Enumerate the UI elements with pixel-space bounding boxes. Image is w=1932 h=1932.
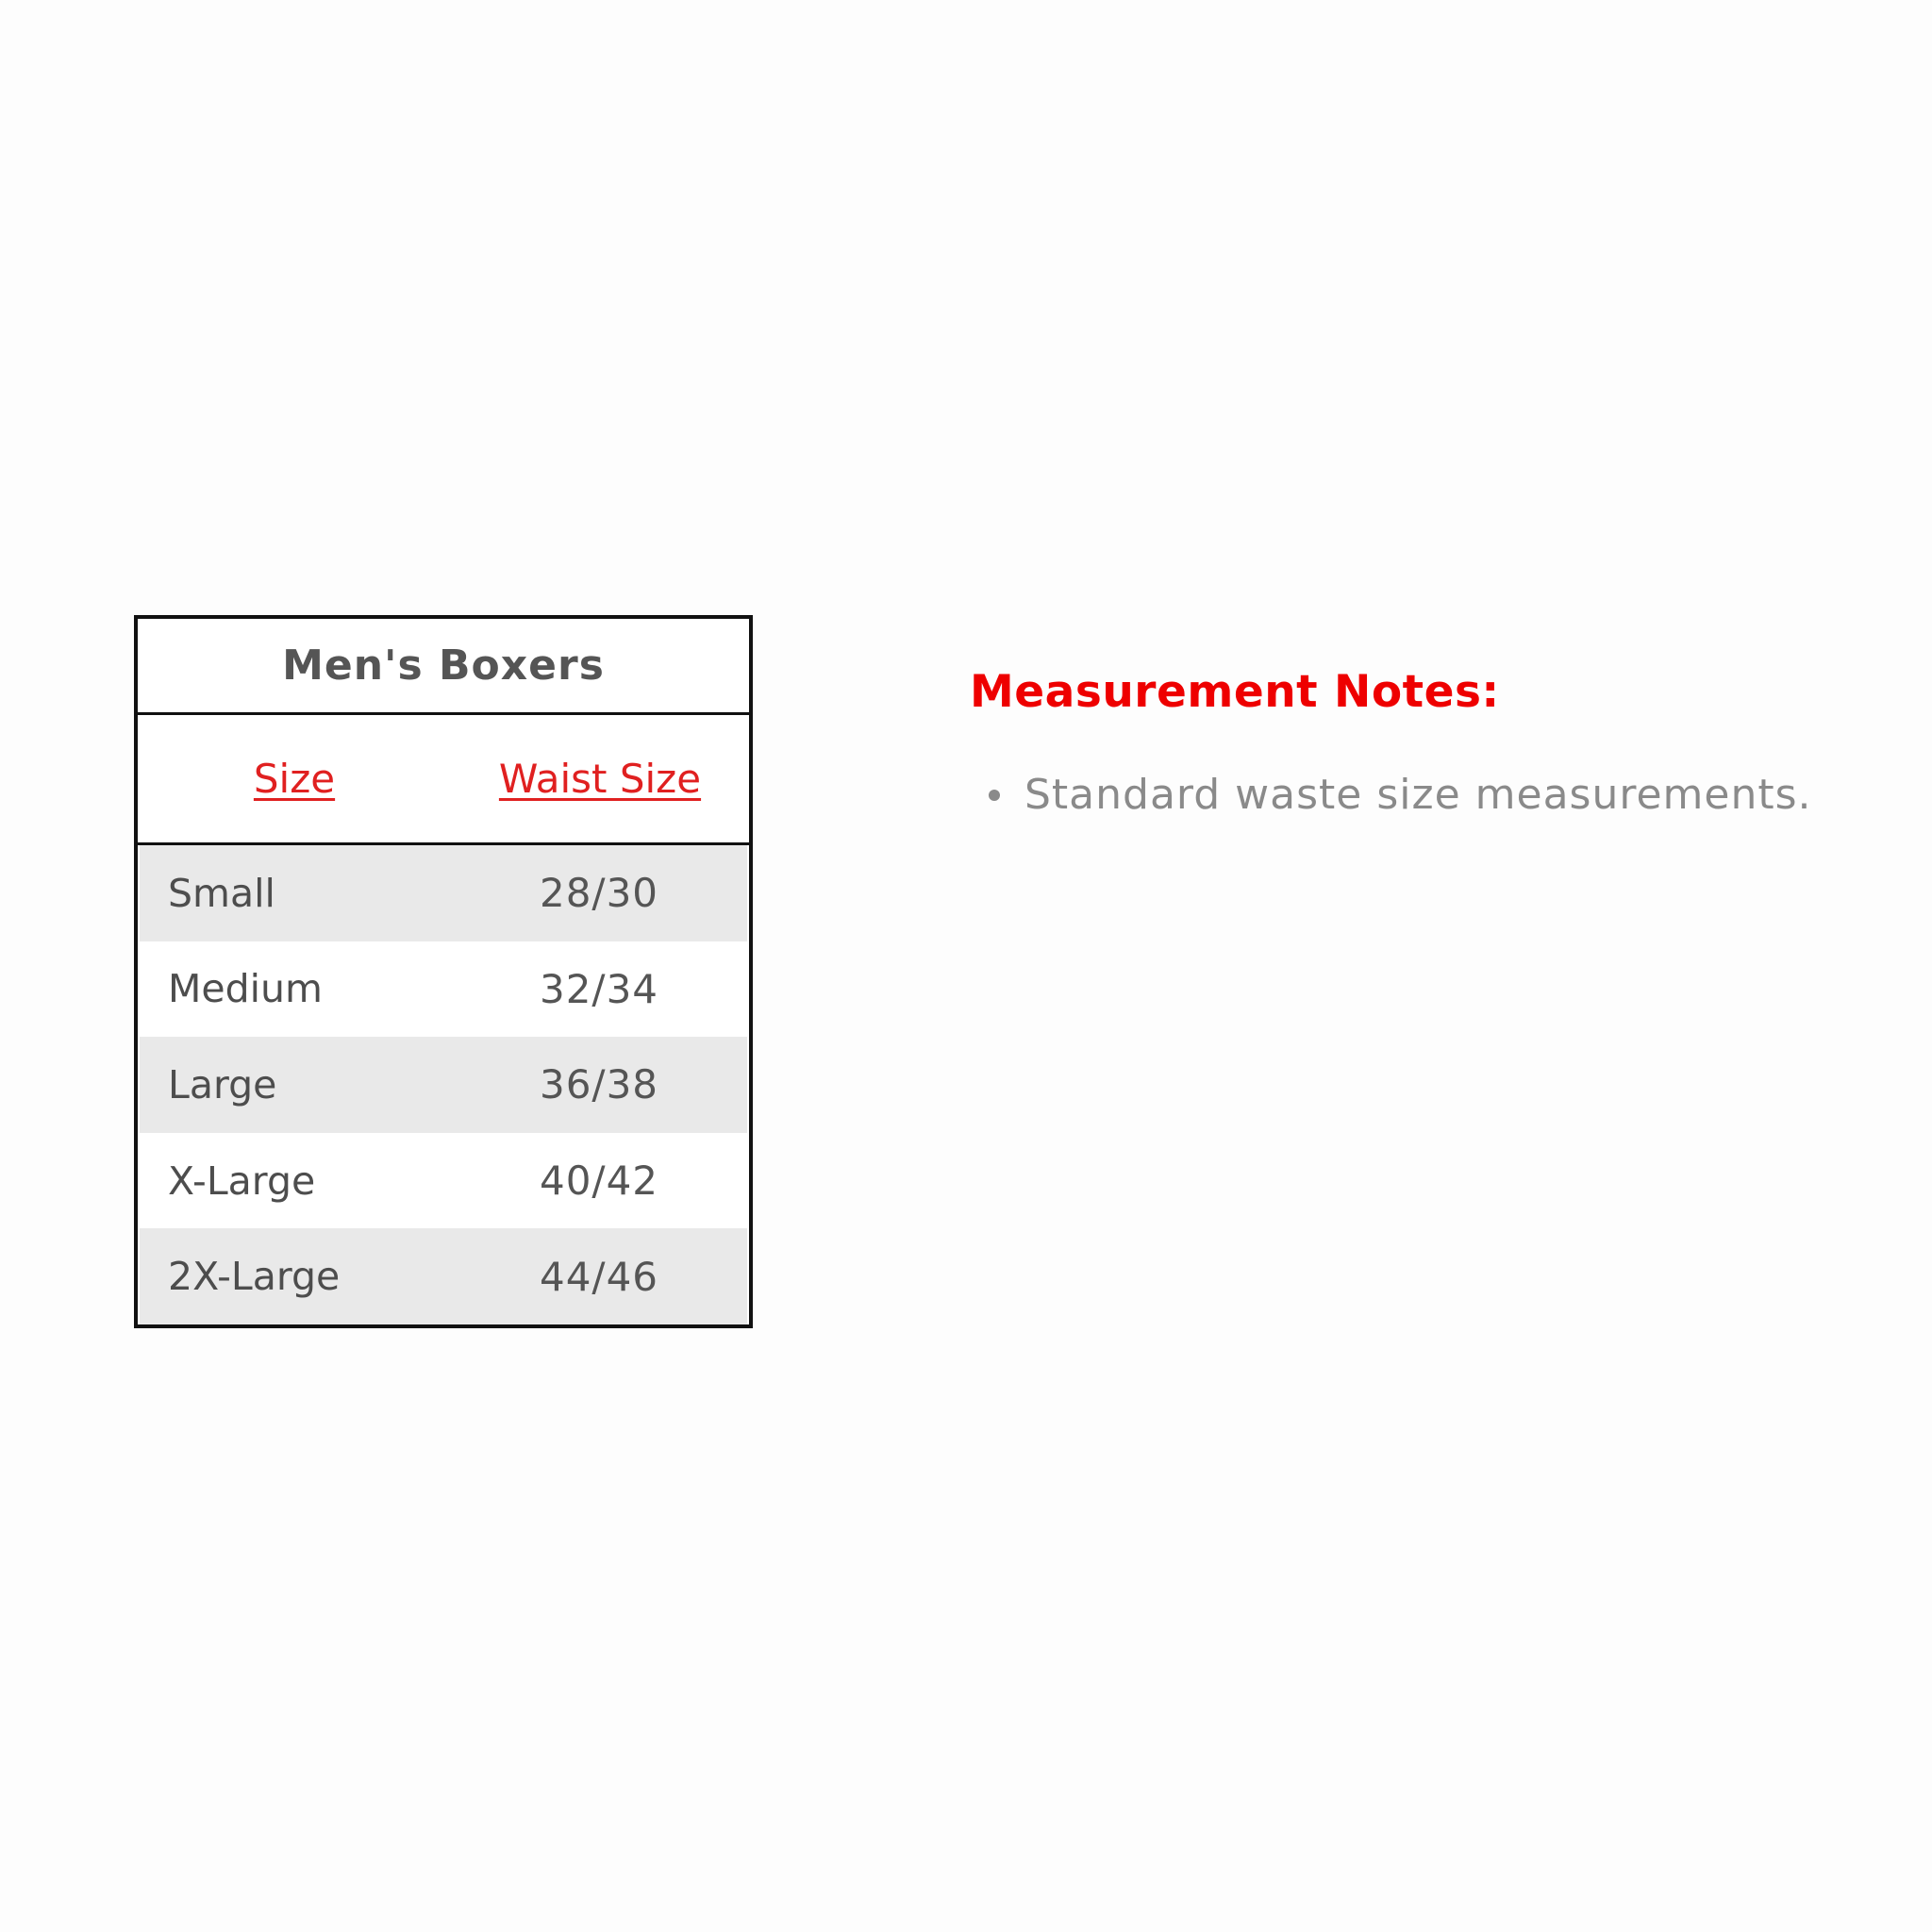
size-chart-table: [134, 615, 753, 1328]
table-body: [138, 845, 749, 1324]
notes-list: [970, 771, 1894, 819]
table-row: [140, 845, 747, 941]
size-cell: 2X-Large: [168, 1254, 341, 1300]
bullet-icon: [989, 790, 1000, 801]
waist-size-column-header-link[interactable]: Waist Size: [498, 756, 702, 802]
table-row: [140, 1037, 747, 1133]
table-row: [140, 1228, 747, 1324]
table-row: [140, 941, 747, 1038]
waist-cell: 40/42: [539, 1158, 659, 1205]
table-title: Men's Boxers: [138, 619, 749, 715]
size-column-header-link[interactable]: Size: [253, 756, 336, 802]
table-row: [140, 1133, 747, 1229]
size-cell: X-Large: [168, 1158, 316, 1204]
waist-cell: 28/30: [539, 870, 659, 917]
size-cell: Large: [168, 1061, 277, 1108]
waist-cell: 44/46: [539, 1253, 659, 1300]
table-header-row: [138, 715, 749, 845]
waist-cell: 32/34: [539, 965, 659, 1012]
measurement-notes: [970, 666, 1894, 819]
note-text: Standard waste size measurements.: [1024, 771, 1812, 819]
waist-cell: 36/38: [539, 1061, 659, 1108]
list-item: [970, 771, 1894, 819]
size-cell: Medium: [168, 966, 323, 1012]
size-cell: Small: [168, 870, 275, 916]
notes-title: Measurement Notes:: [970, 666, 1500, 718]
